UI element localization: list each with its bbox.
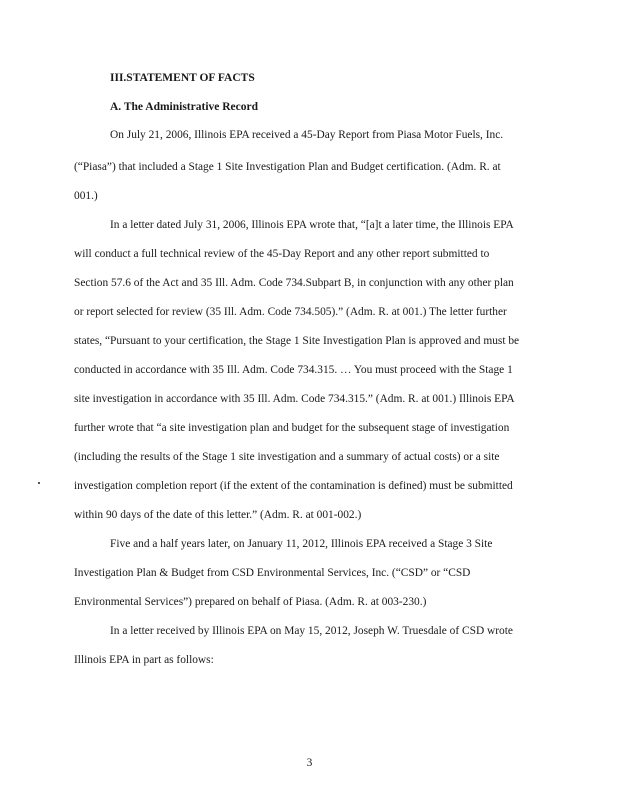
page-number: 3	[306, 757, 313, 769]
paragraph-line: site investigation in accordance with 35 Ill. Adm. Code 734.315.” (Adm. R. at 001.) Illinois EPA	[74, 393, 515, 405]
paragraph-line: On July 21, 2006, Illinois EPA received a 45-Day Report from Piasa Motor Fuels, Inc.	[110, 129, 504, 141]
paragraph-line: or report selected for review (35 Ill. Adm. Code 734.505).” (Adm. R. at 001.) The letter further	[74, 306, 507, 318]
margin-mark	[38, 482, 40, 484]
paragraph-line: Section 57.6 of the Act and 35 Ill. Adm. Code 734.Subpart B, in conjunction with any other plan	[74, 277, 514, 289]
paragraph-line: investigation completion report (if the extent of the contamination is defined) must be submitted	[74, 480, 513, 492]
paragraph-line: further wrote that “a site investigation plan and budget for the subsequent stage of investigation	[74, 422, 510, 434]
paragraph-line: within 90 days of the date of this letter.” (Adm. R. at 001-002.)	[74, 509, 362, 521]
paragraph-line: In a letter dated July 31, 2006, Illinois EPA wrote that, “[a]t a later time, the Illinois EPA	[110, 219, 514, 231]
paragraph-line: Five and a half years later, on January 11, 2012, Illinois EPA received a Stage 3 Site	[110, 538, 493, 550]
section-heading: III.STATEMENT OF FACTS	[110, 72, 255, 84]
paragraph-line: 001.)	[74, 190, 98, 202]
paragraph-line: Investigation Plan & Budget from CSD Environmental Services, Inc. (“CSD” or “CSD	[74, 567, 471, 579]
paragraph-line: will conduct a full technical review of the 45-Day Report and any other report submitted to	[74, 248, 490, 260]
paragraph-line: Environmental Services”) prepared on behalf of Piasa. (Adm. R. at 003-230.)	[74, 596, 427, 608]
subsection-heading: A. The Administrative Record	[110, 101, 259, 113]
paragraph-line: In a letter received by Illinois EPA on May 15, 2012, Joseph W. Truesdale of CSD wrote	[110, 625, 513, 637]
paragraph-line: (including the results of the Stage 1 site investigation and a summary of actual costs) or a site	[74, 451, 500, 463]
paragraph-line: (“Piasa”) that included a Stage 1 Site Investigation Plan and Budget certification. (Adm. R. at	[74, 161, 501, 173]
paragraph-line: states, “Pursuant to your certification, the Stage 1 Site Investigation Plan is approved and must be	[74, 335, 520, 347]
paragraph-line: conducted in accordance with 35 Ill. Adm. Code 734.315. … You must proceed with the Stage 1	[74, 364, 513, 376]
paragraph-line: Illinois EPA in part as follows:	[74, 654, 214, 666]
